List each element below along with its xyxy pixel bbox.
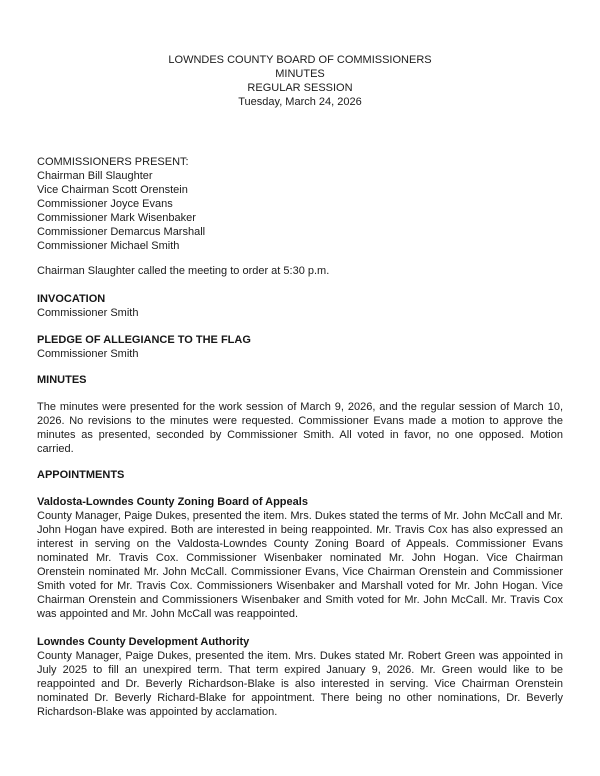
minutes-heading: MINUTES xyxy=(37,374,87,386)
attendee-line: Chairman Bill Slaughter xyxy=(37,170,153,182)
call-to-order-line: Chairman Slaughter called the meeting to order at 5:30 p.m. xyxy=(37,265,330,277)
appointments-heading: APPOINTMENTS xyxy=(37,469,125,481)
pledge-heading: PLEDGE OF ALLEGIANCE TO THE FLAG xyxy=(37,334,251,346)
minutes-section xyxy=(37,373,563,456)
invocation-section xyxy=(37,292,563,320)
header-session-type: REGULAR SESSION xyxy=(247,82,353,94)
attendee-line: Commissioner Joyce Evans xyxy=(37,198,173,210)
appointment-title: Lowndes County Development Authority xyxy=(37,636,250,648)
attendance-label: COMMISSIONERS PRESENT: xyxy=(37,156,189,168)
appointment-paragraph: County Manager, Paige Dukes, presented the item. Mrs. Dukes stated Mr. Robert Green was appointed in July 2025 to fill an unexpired term. That term expired January 9, 2026. Mr. Green would like to be reappointed and Dr. Beverly Richardson-Blake is also interested in serving. Vice Chairman Orenstein nominated Dr. Beverly Richard-Blake for appointment. There being no other nominations, Dr. Beverly Richardson-Blake was appointed by acclamation. xyxy=(37,650,563,718)
header-date: Tuesday, March 24, 2026 xyxy=(238,96,362,108)
header-org-title: LOWNDES COUNTY BOARD OF COMMISSIONERS xyxy=(168,54,432,66)
document-header xyxy=(37,53,563,109)
appointments-section xyxy=(37,468,563,719)
pledge-section xyxy=(37,333,563,361)
appointment-paragraph: County Manager, Paige Dukes, presented the item. Mrs. Dukes stated the terms of Mr. John McCall and Mr. John Hogan have expired. Both are interested in being reappointed. Mr. Travis Cox has also expressed an interest in serving on the Valdosta-Lowndes County Zoning Board of Appeals. Commissioner Evans nominated Mr. Travis Cox. Commissioner Wisenbaker nominated Mr. John Hogan. Vice Chairman Orenstein nominated Mr. John McCall. Commissioner Evans, Vice Chairman Orenstein and Commissioner Smith voted for Mr. Travis Cox. Commissioners Wisenbaker and Marshall voted for Mr. John Hogan. Vice Chairman Orenstein and Commissioners Wisenbaker and Smith voted for Mr. John McCall. Mr. Travis Cox was appointed and Mr. John McCall was reappointed. xyxy=(37,510,563,620)
pledge-body: Commissioner Smith xyxy=(37,348,139,360)
attendee-line: Commissioner Mark Wisenbaker xyxy=(37,212,196,224)
attendance-section xyxy=(37,155,563,253)
header-doc-type: MINUTES xyxy=(275,68,325,80)
minutes-paragraph: The minutes were presented for the work session of March 9, 2026, and the regular session of March 10, 2026. No revisions to the minutes were requested. Commissioner Evans made a motion to approve the minutes as presented, seconded by Commissioner Smith. All voted in favor, no one opposed. Motion carried. xyxy=(37,401,563,455)
attendee-line: Commissioner Michael Smith xyxy=(37,240,180,252)
invocation-heading: INVOCATION xyxy=(37,293,106,305)
appointment-item-zoning-board xyxy=(37,495,563,621)
attendee-line: Commissioner Demarcus Marshall xyxy=(37,226,206,238)
invocation-body: Commissioner Smith xyxy=(37,307,139,319)
appointment-item-development-authority xyxy=(37,635,563,719)
appointment-title: Valdosta-Lowndes County Zoning Board of Appeals xyxy=(37,496,308,508)
attendee-line: Vice Chairman Scott Orenstein xyxy=(37,184,188,196)
